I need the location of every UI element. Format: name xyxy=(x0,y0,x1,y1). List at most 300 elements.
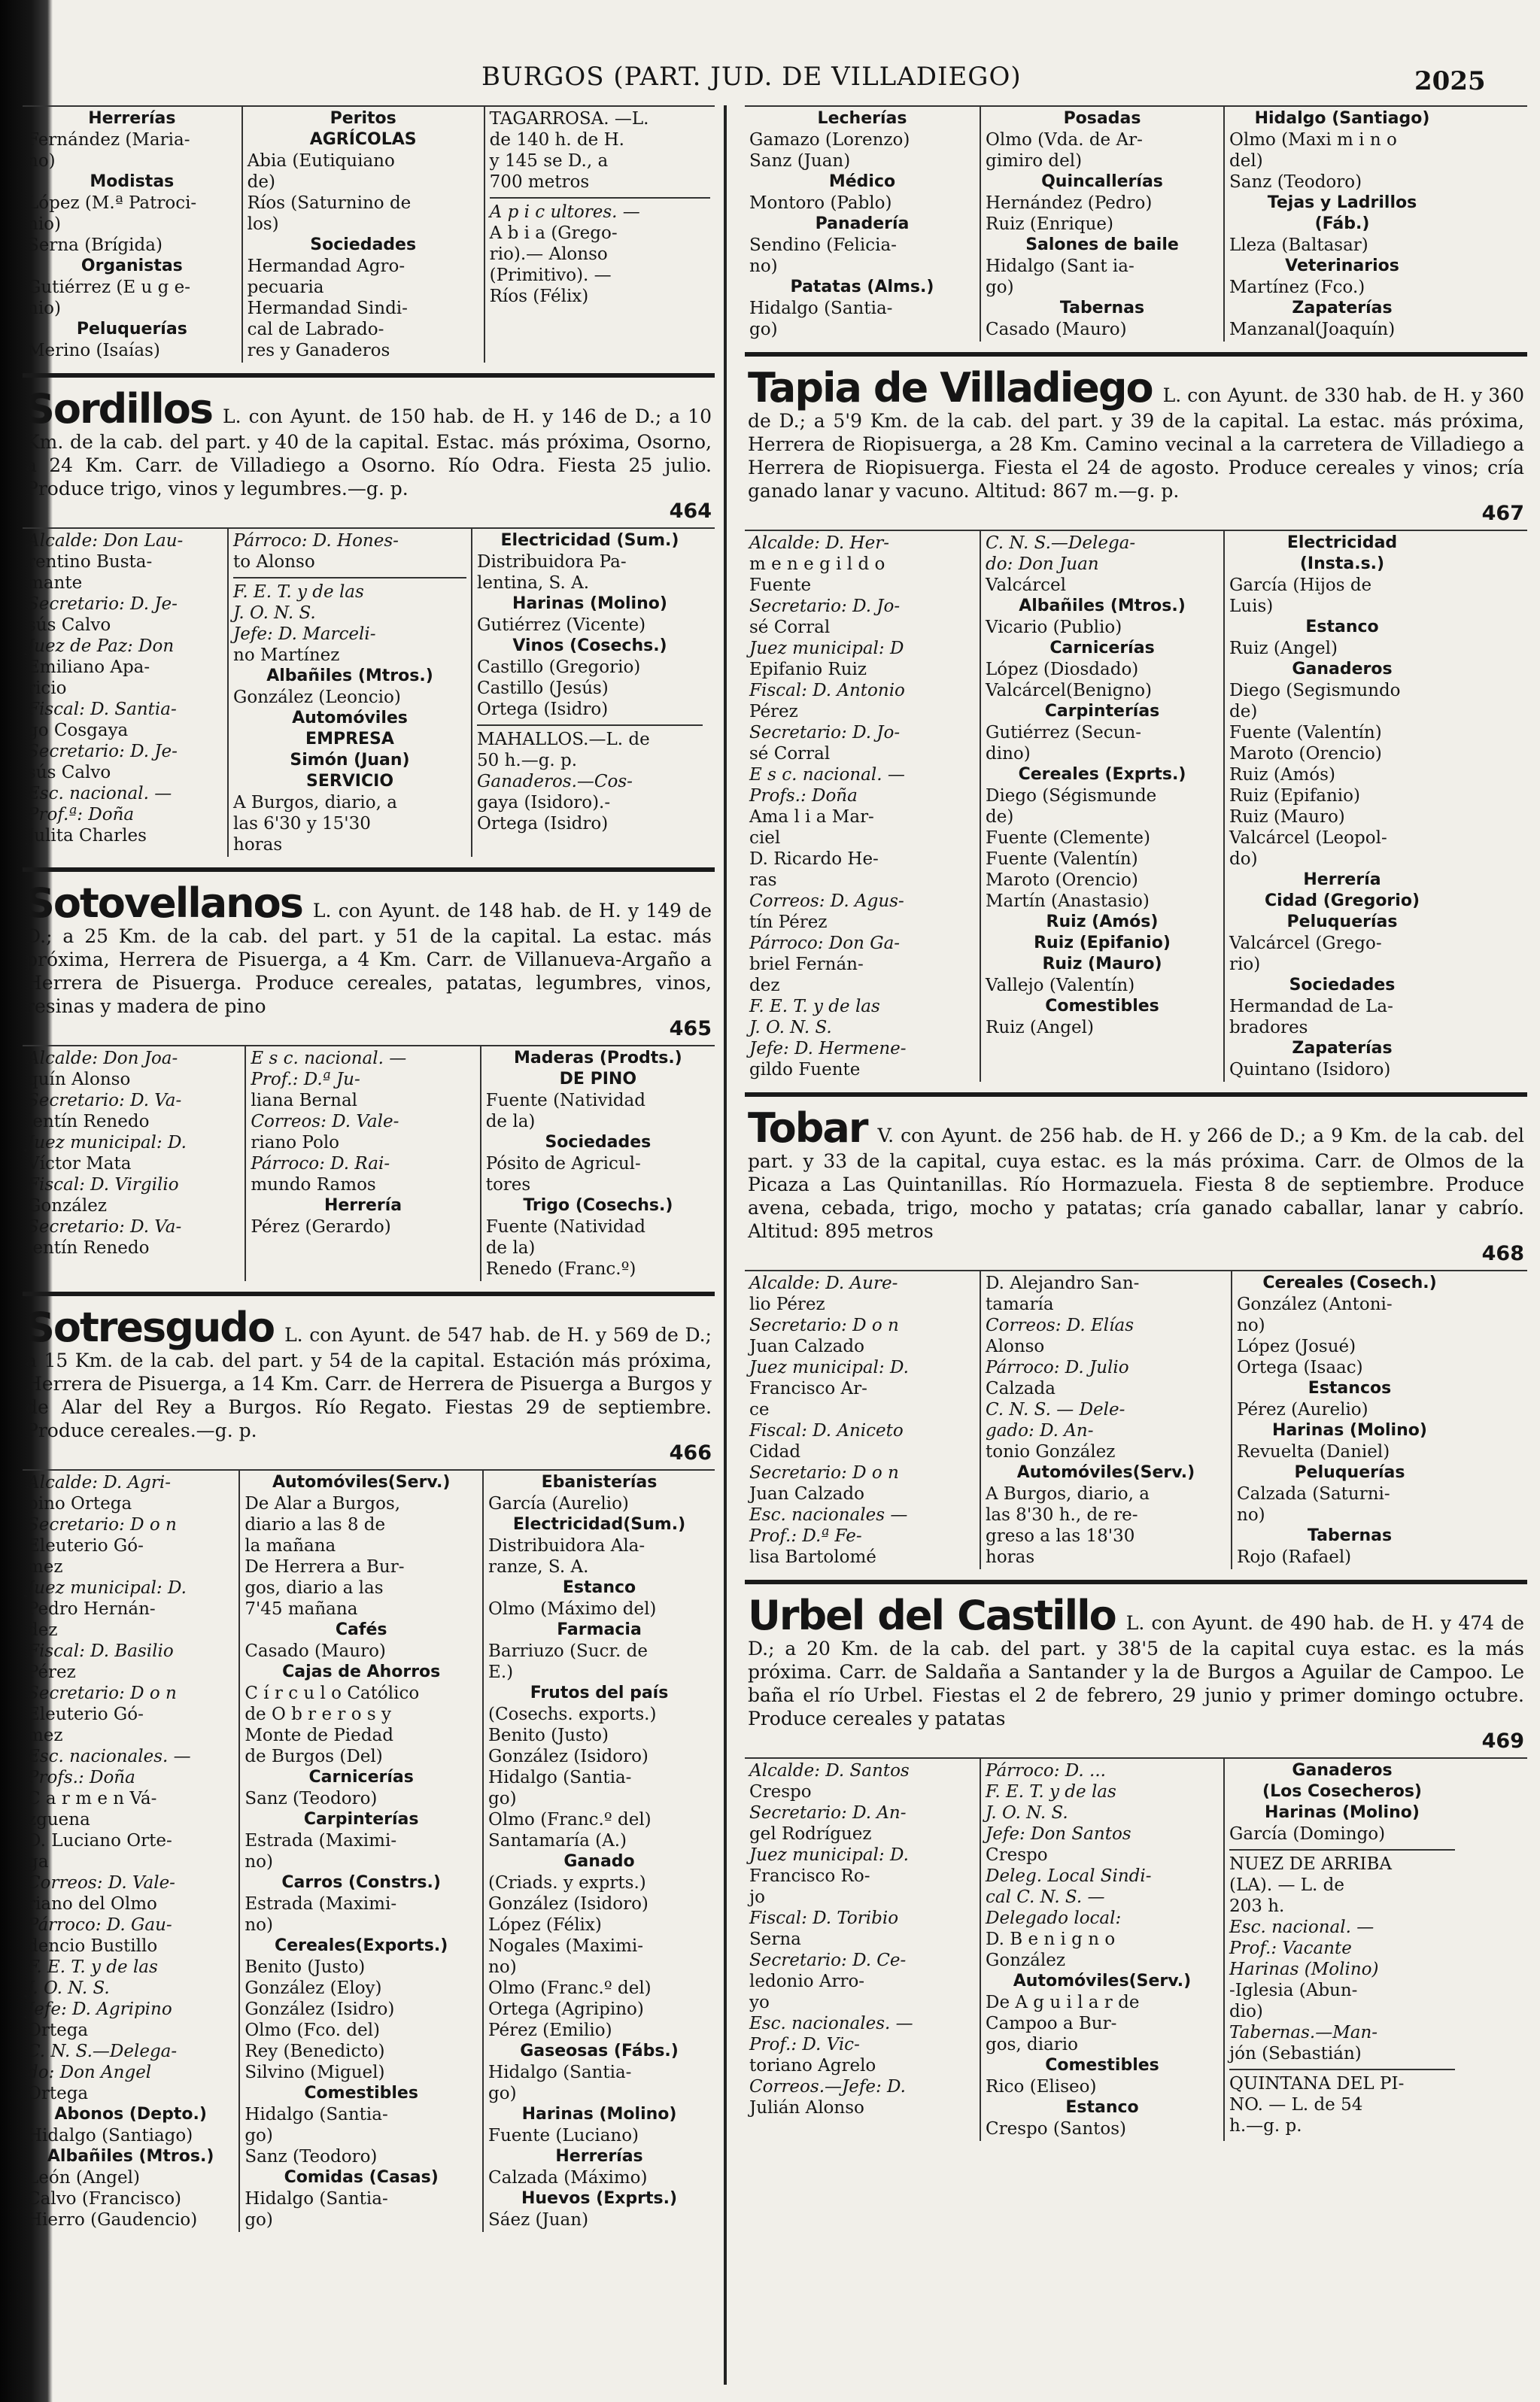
listing-line: Hidalgo (Sant ia- xyxy=(986,257,1134,276)
listing-line: Sanz (Teodoro) xyxy=(245,2147,378,2167)
category-heading: Estanco xyxy=(1065,2098,1139,2117)
official-line: J. O. N. S. xyxy=(27,1978,110,1998)
category-heading: Zapaterías xyxy=(1292,1039,1393,1058)
listing-line: dencio Bustillo xyxy=(27,1936,158,1956)
official-line: Secretario: D o n xyxy=(749,1463,899,1483)
listing-line: to Alonso xyxy=(233,552,315,572)
listing-line: y 145 se D., a xyxy=(489,151,609,171)
category-heading: Ruiz (Mauro) xyxy=(1042,955,1162,973)
listing-line: Emiliano Apa- xyxy=(27,657,150,677)
category-heading: Cereales(Exports.) xyxy=(275,1936,448,1955)
listing-line: no) xyxy=(488,1957,517,1977)
listing-line: zguena xyxy=(27,1810,90,1830)
category-heading: Gaseosas (Fábs.) xyxy=(520,2042,679,2060)
listing-line: D. Ricardo He- xyxy=(749,849,879,869)
official-line: J. O. N. S. xyxy=(233,603,316,623)
official-line: gado: D. An- xyxy=(986,1421,1094,1441)
listing-line: mante xyxy=(27,573,83,593)
official-line: C. N. S.—Delega- xyxy=(27,2042,178,2061)
listing-line: A Burgos, diario, a xyxy=(986,1484,1150,1504)
section-separator xyxy=(1229,2069,1455,2070)
official-line: Secretario: D o n xyxy=(27,1684,177,1703)
description-text: V. con Ayunt. de 256 hab. de H. y 266 de D.; a 9 Km. de la cab. del part. y 33 de la capital, cuya estac. es la más próxima. Carr. de Olmos de la Picaza a Las Quintanillas. Río Hormazuela. Fiesta 8 de septiembre. Produce avena, cebada, trigo, mocho y patatas; cría ganado caballar, lanar y cabrío. Altitud: 895 metros xyxy=(748,1125,1524,1242)
official-line: Fiscal: D. Antonio xyxy=(749,681,905,700)
continued-directory-grid xyxy=(23,105,715,363)
listing-line: (Cosechs. exports.) xyxy=(488,1705,657,1724)
category-heading: Estanco xyxy=(1305,618,1379,636)
directory-column xyxy=(484,1471,715,2232)
town-description xyxy=(748,1592,1525,1753)
official-line: do: Don Juan xyxy=(986,554,1099,574)
category-heading: Cidad (Gregorio) xyxy=(1265,891,1420,910)
category-heading: Harinas (Molino) xyxy=(521,2105,677,2124)
category-heading: Comestibles xyxy=(304,2084,418,2103)
listing-line: pino Ortega xyxy=(27,1494,132,1514)
directory-column xyxy=(1225,1759,1460,2141)
official-line: Correos: D. Vale- xyxy=(251,1112,399,1131)
category-heading: Tabernas xyxy=(1059,299,1145,317)
official-line: Prof.: Vacante xyxy=(1229,1939,1352,1958)
category-heading: Ruiz (Epifanio) xyxy=(1034,934,1171,952)
official-line: Juez municipal: D. xyxy=(749,1845,909,1865)
directory-grid xyxy=(745,530,1527,1082)
listing-line: González (Isidro) xyxy=(245,2000,395,2019)
category-heading: Albañiles (Mtros.) xyxy=(266,667,433,685)
listing-line: Pósito de Agricul- xyxy=(485,1154,641,1174)
listing-line: Hernández (Pedro) xyxy=(986,193,1153,213)
directory-column xyxy=(243,107,485,363)
listing-line: go) xyxy=(488,2084,517,2103)
category-heading: Cereales (Exprts.) xyxy=(1018,765,1186,784)
town-name: Sotovellanos xyxy=(26,879,302,927)
listing-line: NO. — L. de 54 xyxy=(1229,2095,1363,2115)
listing-line: Montoro (Pablo) xyxy=(749,193,892,213)
listing-line: ce xyxy=(749,1400,770,1420)
listing-line: Gutiérrez (Vicente) xyxy=(477,615,646,635)
official-line: Secretario: D. Va- xyxy=(27,1217,182,1237)
official-line: E s c. nacional. — xyxy=(251,1049,407,1068)
listing-line: Pérez xyxy=(749,702,798,721)
listing-line: Sáez (Juan) xyxy=(488,2210,589,2230)
listing-line: Alonso xyxy=(986,1337,1045,1356)
listing-line: Revuelta (Daniel) xyxy=(1237,1442,1390,1462)
listing-line: Olmo (Franc.º del) xyxy=(488,1978,652,1998)
listing-line: Hermandad Sindi- xyxy=(247,299,408,318)
listing-line: López (M.ª Patroci- xyxy=(27,193,197,213)
listing-line: D. Luciano Orte- xyxy=(27,1831,172,1851)
category-heading: Veterinarios xyxy=(1285,257,1399,275)
listing-line: Distribuidora Ala- xyxy=(488,1536,645,1556)
category-heading: Vinos (Cosechs.) xyxy=(512,636,667,655)
listing-line: Pérez (Aurelio) xyxy=(1237,1400,1368,1420)
category-heading: Peluquerías xyxy=(76,320,187,339)
category-heading: Harinas (Molino) xyxy=(1272,1421,1427,1440)
category-heading: (Fáb.) xyxy=(1314,214,1370,233)
official-line: Jefe: D. Agripino xyxy=(27,2000,172,2019)
category-heading: AGRÍCOLAS xyxy=(309,130,417,149)
listing-line: E.) xyxy=(488,1663,514,1682)
official-line: Tabernas.—Man- xyxy=(1229,2023,1378,2042)
directory-column xyxy=(745,107,981,342)
listing-line: Valcárcel (Leopol- xyxy=(1229,828,1387,848)
listing-line: Ruiz (Angel) xyxy=(1229,639,1338,658)
official-line: Secretario: D. Jo- xyxy=(749,597,901,616)
listing-line: Merino (Isaías) xyxy=(27,341,160,360)
listing-line: D. Alejandro San- xyxy=(986,1274,1140,1293)
listing-line: González (Eloy) xyxy=(245,1978,382,1998)
listing-line: Renedo (Franc.º) xyxy=(485,1259,636,1279)
listing-line: (Criads. y exprts.) xyxy=(488,1873,646,1893)
entry-rule xyxy=(745,1092,1527,1097)
directory-column xyxy=(1225,107,1460,342)
listing-line: Eleuterio Gó- xyxy=(27,1536,144,1556)
listing-line: dino) xyxy=(986,744,1031,764)
directory-column xyxy=(240,1471,484,2232)
category-heading: Albañiles (Mtros.) xyxy=(1019,597,1186,615)
listing-line: Estrada (Maximi- xyxy=(245,1831,397,1851)
official-line: Juez municipal: D. xyxy=(27,1578,187,1598)
town-entry xyxy=(23,1304,715,2232)
listing-line: QUINTANA DEL PI- xyxy=(1229,2074,1405,2094)
directory-column xyxy=(981,107,1225,342)
category-heading: Estanco xyxy=(562,1578,636,1597)
listing-line: Ortega (Isidro) xyxy=(477,700,609,719)
category-heading: Comestibles xyxy=(1045,2056,1159,2075)
official-line: Prof.: D.ª Fe- xyxy=(749,1526,862,1546)
category-heading: EMPRESA xyxy=(305,730,394,749)
listing-line: horas xyxy=(986,1547,1035,1567)
town-name: Tobar xyxy=(748,1104,867,1152)
listing-line: Hidalgo (Santia- xyxy=(749,299,893,318)
listing-line: MAHALLOS.—L. de xyxy=(477,730,650,749)
listing-line: sé Corral xyxy=(749,618,831,637)
official-line: Prof.ª: Doña xyxy=(27,805,135,824)
section-separator xyxy=(233,577,466,578)
listing-line: Martínez (Fco.) xyxy=(1229,278,1365,297)
directory-column xyxy=(23,529,229,857)
listing-line: diario a las 8 de xyxy=(245,1515,386,1535)
listing-line: Hermandad de La- xyxy=(1229,997,1393,1016)
directory-column xyxy=(23,1046,246,1281)
official-line: C. N. S. — Dele- xyxy=(986,1400,1125,1420)
category-heading: Cajas de Ahorros xyxy=(282,1663,441,1681)
category-heading: Frutos del país xyxy=(530,1684,669,1702)
listing-line: Juan Calzado xyxy=(749,1337,864,1356)
category-heading: Comidas (Casas) xyxy=(284,2168,439,2187)
listing-line: Ortega (Agripino) xyxy=(488,2000,644,2019)
listing-line: (LA). — L. de xyxy=(1229,1875,1344,1895)
category-heading: Electricidad xyxy=(1286,533,1398,552)
listing-line: Fuente (Valentín) xyxy=(986,849,1138,869)
entry-rule xyxy=(745,352,1527,357)
official-line: Profs.: Doña xyxy=(749,786,858,806)
listing-line: Luis) xyxy=(1229,597,1274,616)
directory-grid xyxy=(745,1270,1527,1569)
listing-line: tores xyxy=(485,1175,531,1195)
listing-line: del) xyxy=(1229,151,1263,171)
page-number: 2025 xyxy=(1414,66,1486,96)
listing-line: no) xyxy=(749,257,778,276)
description-text: L. con Ayunt. de 330 hab. de H. y 360 de D.; a 5'9 Km. de la cab. del part. y 39 de la capital. La estac. más próxima, Herrera de Riopisuerga, a 28 Km. Camino vecinal a la carretera de Villadiego a Herrera de Riopisuerga. Fiesta el 24 de agosto. Produce cereales y vinos; cría ganado lanar y vacuno. Altitud: 867 m.—g. p. xyxy=(748,384,1524,502)
description-text: L. con Ayunt. de 150 hab. de H. y 146 de D.; a 10 Km. de la cab. del part. y 40 de la capital. Estac. más próxima, Osorno, a 24 Km. Carr. de Villadiego a Osorno. Río Odra. Fiesta 25 julio. Produce trigo, vinos y legumbres.—g. p. xyxy=(26,405,712,500)
listing-line: 7'45 mañana xyxy=(245,1599,358,1619)
listing-line: no) xyxy=(245,1915,273,1935)
category-heading: DE PINO xyxy=(559,1070,637,1089)
listing-line: González xyxy=(986,1951,1065,1970)
listing-line: nio) xyxy=(27,299,61,318)
official-line: Secretario: D. Je- xyxy=(27,594,178,614)
listing-line: mez xyxy=(27,1726,63,1745)
category-heading: Ganaderos xyxy=(1292,1761,1393,1780)
section-separator xyxy=(477,724,703,726)
town-entry xyxy=(745,1104,1527,1569)
official-line: Fiscal: D. Virgilio xyxy=(27,1175,179,1195)
listing-line: Castillo (Jesús) xyxy=(477,679,609,698)
listing-line: Casado (Mauro) xyxy=(986,320,1127,339)
listing-line: Martín (Anastasio) xyxy=(986,891,1150,911)
listing-line: go) xyxy=(749,320,778,339)
entry-number: 464 xyxy=(669,500,712,523)
listing-line: lisa Bartolomé xyxy=(749,1547,876,1567)
directory-column xyxy=(229,529,472,857)
official-line: Jefe: Don Santos xyxy=(986,1824,1131,1844)
listing-line: cal de Labrado- xyxy=(247,320,384,339)
description-text: L. con Ayunt. de 547 hab. de H. y 569 de D.; a 15 Km. de la cab. del part. y 54 de la capital. Estación más próxima, Herrera de Pisuerga, a 14 Km. Carr. de Herrera de Pisuerga a Burgos y de Alar del Rey a Burgos. Río Regato. Fiestas 29 de septiembre. Produce cereales.—g. p. xyxy=(26,1324,712,1441)
right-column xyxy=(745,105,1527,2377)
listing-line: Fernández (Maria- xyxy=(27,130,190,150)
listing-line: Pérez (Emilio) xyxy=(488,2021,612,2040)
listing-line: González (Isidoro) xyxy=(488,1894,649,1914)
listing-line: Pérez (Gerardo) xyxy=(251,1217,391,1237)
listing-line: Vallejo (Valentín) xyxy=(986,976,1135,995)
listing-line: García (Hijos de xyxy=(1229,575,1372,595)
official-line: Correos: D. Elías xyxy=(986,1316,1134,1335)
listing-line: toriano Agrelo xyxy=(749,2056,876,2076)
entry-rule xyxy=(745,1580,1527,1584)
listing-line: (Primitivo). — xyxy=(489,266,612,285)
listing-line: Ríos (Saturnino de xyxy=(247,193,412,213)
listing-line: Sanz (Teodoro) xyxy=(245,1789,378,1808)
listing-line: Rico (Eliseo) xyxy=(986,2077,1097,2097)
town-description xyxy=(26,879,712,1040)
section-separator xyxy=(1229,1849,1455,1851)
listing-line: Eleuterio Gó- xyxy=(27,1705,144,1724)
category-heading: Electricidad (Sum.) xyxy=(500,531,679,550)
listing-line: Diego (Ségismunde xyxy=(986,786,1157,806)
directory-column xyxy=(745,531,981,1082)
listing-line: Hidalgo (Santia- xyxy=(245,2105,388,2124)
listing-line: Distribuidora Pa- xyxy=(477,552,627,572)
listing-line: ledonio Arro- xyxy=(749,1972,865,1991)
listing-line: dio) xyxy=(1229,2002,1263,2021)
listing-line: Ortega (Isaac) xyxy=(1237,1358,1363,1377)
listing-line: 50 h.—g. p. xyxy=(477,751,578,770)
category-heading: Cereales (Cosech.) xyxy=(1262,1274,1437,1292)
listing-line: Ruiz (Angel) xyxy=(986,1018,1094,1037)
listing-line: sús Calvo xyxy=(27,763,111,782)
category-heading: Ganado xyxy=(563,1852,635,1871)
official-line: Juez municipal: D. xyxy=(27,1133,187,1152)
official-line: Secretario: D. An- xyxy=(749,1803,907,1823)
listing-line: A b i a (Grego- xyxy=(489,223,618,243)
category-heading: Albañiles (Mtros.) xyxy=(47,2147,214,2166)
listing-line: Maroto (Orencio) xyxy=(986,870,1138,890)
listing-line: García (Aurelio) xyxy=(488,1494,629,1514)
listing-line: Gutiérrez (E u g e- xyxy=(27,278,191,297)
town-description xyxy=(26,385,712,523)
continued-directory-grid xyxy=(745,105,1527,342)
directory-column xyxy=(981,531,1225,1082)
official-line: Fiscal: D. Toribio xyxy=(749,1909,899,1928)
listing-line: Fuente (Natividad xyxy=(485,1217,645,1237)
listing-line: Maroto (Orencio) xyxy=(1229,744,1382,764)
listing-line: go Cosgaya xyxy=(27,721,129,740)
listing-line: Santamaría (A.) xyxy=(488,1831,627,1851)
listing-line: González (Leoncio) xyxy=(233,688,401,707)
town-entry xyxy=(23,879,715,1281)
listing-line: Serna xyxy=(749,1930,801,1949)
listing-line: no) xyxy=(27,151,56,171)
listing-line: no) xyxy=(245,1852,273,1872)
listing-line: go) xyxy=(245,2210,273,2230)
directory-column xyxy=(745,1759,981,2141)
listing-line: Epifanio Ruiz xyxy=(749,660,867,679)
listing-line: Calzada (Saturni- xyxy=(1237,1484,1390,1504)
listing-line: Barriuzo (Sucr. de xyxy=(488,1641,648,1661)
category-heading: Herrería xyxy=(323,1196,402,1215)
listing-line: gimiro del) xyxy=(986,151,1083,171)
category-heading: Salones de baile xyxy=(1025,235,1179,254)
official-line: Alcalde: Don Lau- xyxy=(27,531,184,551)
listing-line: los) xyxy=(247,214,279,234)
listing-line: de) xyxy=(986,807,1014,827)
listing-line: TAGARROSA. —L. xyxy=(489,109,649,129)
listing-line: Hermandad Agro- xyxy=(247,257,406,276)
town-name: Urbel del Castillo xyxy=(748,1592,1116,1639)
listing-line: Diego (Segismundo xyxy=(1229,681,1401,700)
listing-line: Nogales (Maximi- xyxy=(488,1936,644,1956)
official-line: Correos: D. Agus- xyxy=(749,891,904,911)
directory-column xyxy=(23,1471,240,2232)
listing-line: López (Diosdado) xyxy=(986,660,1139,679)
official-line: Secretario: D o n xyxy=(749,1316,899,1335)
listing-line: Olmo (Vda. de Ar- xyxy=(986,130,1143,150)
listing-line: Olmo (Fco. del) xyxy=(245,2021,381,2040)
category-heading: Maderas (Prodts.) xyxy=(513,1049,682,1067)
listing-line: riano Polo xyxy=(251,1133,340,1152)
official-line: Jefe: D. Hermene- xyxy=(749,1039,907,1058)
town-description xyxy=(748,1104,1524,1265)
listing-line: Fuente (Luciano) xyxy=(488,2126,639,2145)
listing-line: Sanz (Juan) xyxy=(749,151,851,171)
listing-line: Fuente (Natividad xyxy=(485,1091,645,1110)
listing-line: mundo Ramos xyxy=(251,1175,376,1195)
listing-line: de) xyxy=(247,172,275,192)
category-heading: (Insta.s.) xyxy=(1299,554,1385,573)
listing-line: las 8'30 h., de re- xyxy=(986,1505,1138,1525)
listing-line: horas xyxy=(233,835,283,855)
entry-number: 468 xyxy=(1481,1242,1524,1265)
listing-line: Valcárcel (Grego- xyxy=(1229,934,1382,953)
category-heading: Hidalgo (Santiago) xyxy=(1254,109,1430,128)
listing-line: pecuaria xyxy=(247,278,324,297)
category-heading: SERVICIO xyxy=(305,772,394,791)
listing-line: de 140 h. de H. xyxy=(489,130,624,150)
official-line: Fiscal: D. Basilio xyxy=(27,1641,174,1661)
official-line: Alcalde: D. Aure- xyxy=(749,1274,898,1293)
listing-line: Ortega xyxy=(27,2084,89,2103)
listing-line: C í r c u l o Católico xyxy=(245,1684,420,1703)
official-line: Secretario: D. Va- xyxy=(27,1091,182,1110)
listing-line: Hidalgo (Santia- xyxy=(488,2063,632,2082)
listing-line: la mañana xyxy=(245,1536,336,1556)
listing-line: Ama l i a Mar- xyxy=(749,807,874,827)
category-heading: Ganaderos xyxy=(1292,660,1393,679)
official-line: Alcalde: D. Santos xyxy=(749,1761,910,1781)
official-line: Delegado local: xyxy=(986,1909,1122,1928)
listing-line: Gamazo (Lorenzo) xyxy=(749,130,910,150)
listing-line: rentino Busta- xyxy=(27,552,153,572)
listing-line: lio Pérez xyxy=(749,1295,825,1314)
category-heading: Tabernas xyxy=(1307,1526,1393,1545)
official-line: Secretario: D. Je- xyxy=(27,742,178,761)
town-description xyxy=(748,364,1524,525)
official-line: Fiscal: D. Santia- xyxy=(27,700,177,719)
category-heading: Carpinterías xyxy=(303,1810,419,1829)
listing-line: Ruiz (Enrique) xyxy=(986,214,1113,234)
entry-number: 467 xyxy=(1481,502,1524,525)
listing-line: bradores xyxy=(1229,1018,1308,1037)
category-heading: Cafés xyxy=(335,1620,387,1639)
official-line: Alcalde: D. Agri- xyxy=(27,1473,172,1493)
official-line: C. N. S.—Delega- xyxy=(986,533,1136,553)
listing-line: tín Pérez xyxy=(749,913,828,932)
entry-rule xyxy=(23,373,715,378)
listing-line: gos, diario xyxy=(986,2035,1078,2054)
town-description xyxy=(26,1304,712,1465)
listing-line: Ruiz (Mauro) xyxy=(1229,807,1345,827)
category-heading: Electricidad(Sum.) xyxy=(512,1515,686,1534)
category-heading: Automóviles(Serv.) xyxy=(1013,1972,1192,1991)
entry-rule xyxy=(23,867,715,872)
listing-line: D. B e n i g n o xyxy=(986,1930,1116,1949)
listing-line: lentín Renedo xyxy=(27,1112,150,1131)
listing-line: Ruiz (Epifanio) xyxy=(1229,786,1360,806)
description-text: L. con Ayunt. de 490 hab. de H. y 474 de D.; a 20 Km. de la cab. del part. y 38'5 de la capital cuya estac. es la más próxima. Carr. de Saldaña a Santander y la de Burgos a Aguilar de Campoo. Le baña el río Urbel. Fiestas el 2 de febrero, 29 junio y primer domingo octubre. Produce cereales y patatas xyxy=(748,1612,1525,1729)
directory-column xyxy=(472,529,707,857)
listing-line: dez xyxy=(749,976,780,995)
column-divider xyxy=(724,105,727,2385)
official-line: Juez municipal: D xyxy=(749,639,904,658)
directory-column xyxy=(1225,531,1460,1082)
official-line: Jefe: D. Marceli- xyxy=(233,624,376,644)
listing-line: go) xyxy=(986,278,1014,297)
category-heading: Harinas (Molino) xyxy=(1265,1803,1420,1822)
category-heading: Estancos xyxy=(1308,1379,1392,1398)
directory-column xyxy=(981,1759,1225,2141)
listing-line: González xyxy=(27,1196,107,1216)
listing-line: Ruiz (Amós) xyxy=(1229,765,1335,785)
listing-line: -Iglesia (Abun- xyxy=(1229,1981,1358,2000)
listing-line: gaya (Isidoro).- xyxy=(477,793,611,812)
category-heading: Farmacia xyxy=(557,1620,642,1639)
listing-line: nio) xyxy=(27,214,61,234)
listing-line: dez xyxy=(27,1620,58,1640)
entry-number: 466 xyxy=(669,1441,712,1465)
listing-line: Rey (Benedicto) xyxy=(245,2042,385,2061)
listing-line: Pérez xyxy=(27,1663,76,1682)
category-heading: Patatas (Alms.) xyxy=(790,278,934,296)
